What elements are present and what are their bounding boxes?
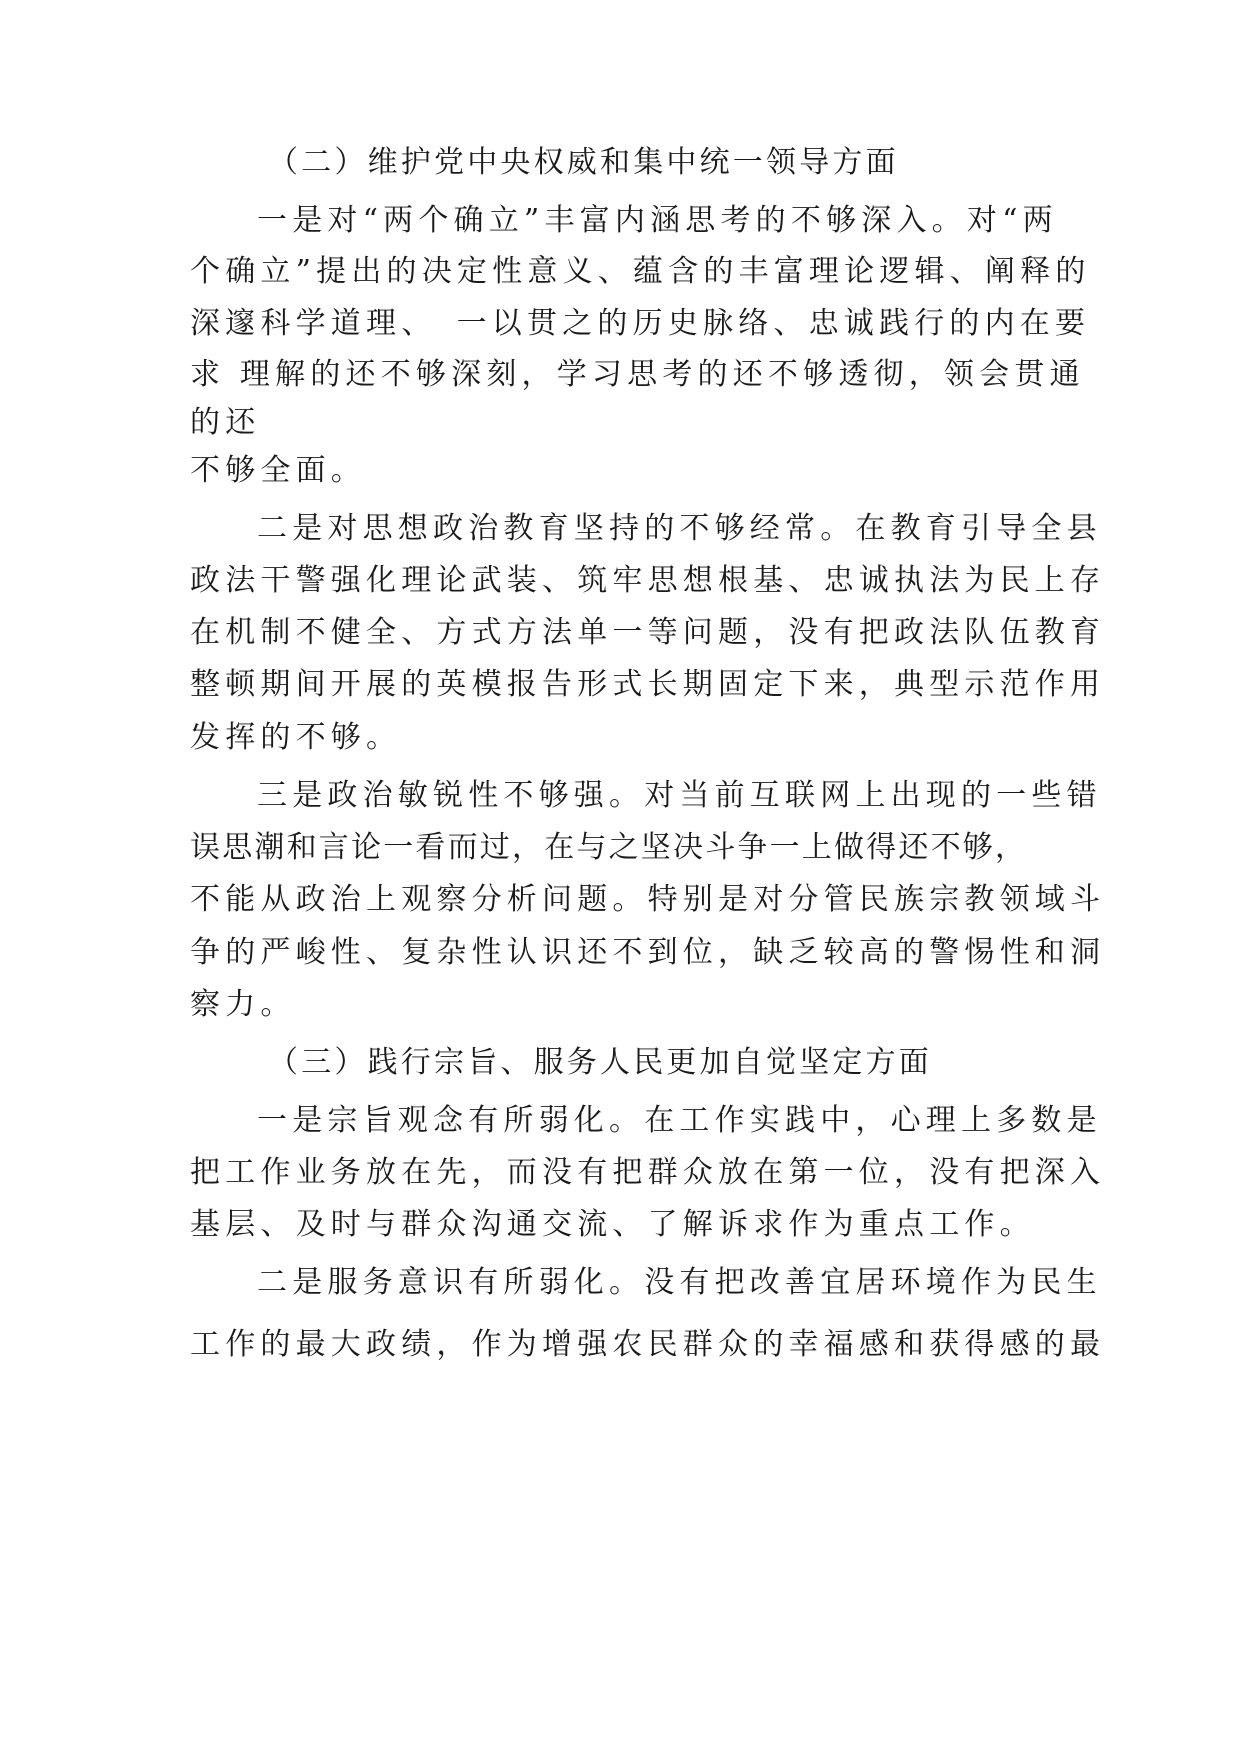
paragraph-line: 争的严峻性、复杂性认识还不到位，缺乏较高的警惕性和洞 (190, 935, 1106, 970)
paragraph-line: 工作的最大政绩，作为增强农民群众的幸福感和获得感的最 (190, 1327, 1106, 1362)
paragraph-line: 察力。 (190, 987, 296, 1022)
paragraph-line: 二是服务意识有所弱化。没有把改善宜居环境作为民生 (257, 1265, 1102, 1300)
paragraph-line: 基层、及时与群众沟通交流、了解诉求作为重点工作。 (190, 1207, 1035, 1242)
paragraph-line: 在机制不健全、方式方法单一等问题，没有把政法队伍教育 (190, 615, 1106, 650)
section-heading: （二）维护党中央权威和集中统一领导方面 (268, 145, 899, 180)
paragraph-line: 求 理解的还不够深刻，学习思考的还不够透彻，领会贯通 (190, 357, 1085, 392)
paragraph-line: 政法干警强化理论武装、筑牢思想根基、忠诚执法为民上存 (190, 563, 1106, 598)
paragraph-line: 误思潮和言论一看而过，在与之坚决斗争一上做得还不够， (190, 830, 1028, 865)
paragraph-line: 不够全面。 (190, 453, 366, 488)
paragraph-line: 发挥的不够。 (190, 720, 402, 755)
paragraph-line: 不能从政治上观察分析问题。特别是对分管民族宗教领域斗 (190, 882, 1106, 917)
paragraph-line: 一是宗旨观念有所弱化。在工作实践中，心理上多数是 (257, 1103, 1102, 1138)
paragraph-line: 三是政治敏锐性不够强。对当前互联网上出现的一些错 (257, 778, 1102, 813)
paragraph-line: 深邃科学道理、 一以贯之的历史脉络、忠诚践行的内在要 (190, 306, 1091, 341)
paragraph-line: 的还 (190, 405, 261, 440)
paragraph-line: 个确立”提出的决定性意义、蕴含的丰富理论逻辑、阐释的 (190, 254, 1091, 289)
paragraph-line: 二是对思想政治教育坚持的不够经常。在教育引导全县 (257, 511, 1102, 546)
section-heading: （三）践行宗旨、服务人民更加自觉坚定方面 (268, 1045, 932, 1080)
paragraph-line: 整顿期间开展的英模报告形式长期固定下来，典型示范作用 (190, 667, 1106, 702)
paragraph-line: 把工作业务放在先，而没有把群众放在第一位，没有把深入 (190, 1155, 1106, 1190)
paragraph-line: 一是对“两个确立”丰富内涵思考的不够深入。对“两 (257, 203, 1058, 238)
